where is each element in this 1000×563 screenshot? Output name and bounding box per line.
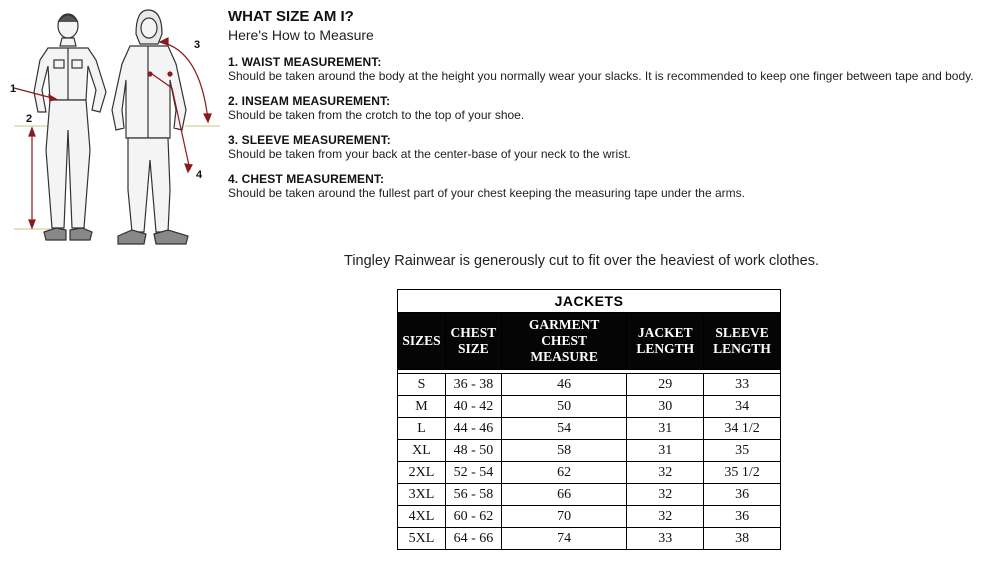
cell-sleeve-length: 35 xyxy=(704,440,781,462)
col-header-sleeve-length: SLEEVE LENGTH xyxy=(704,313,781,370)
cell-jacket-length: 32 xyxy=(627,462,704,484)
step-waist xyxy=(228,55,993,83)
cell-jacket-length: 31 xyxy=(627,418,704,440)
table-row xyxy=(398,374,781,396)
cell-sleeve-length: 33 xyxy=(704,374,781,396)
step-body: Should be taken around the body at the height you normally wear your slacks. It is recommended to keep one finger between tape and body. xyxy=(228,69,974,83)
step-chest xyxy=(228,172,993,200)
step-heading: 4. CHEST MEASUREMENT: xyxy=(228,172,385,186)
measurement-figure xyxy=(0,0,225,255)
table-row xyxy=(398,484,781,506)
table-row xyxy=(398,462,781,484)
table-title: JACKETS xyxy=(398,290,781,313)
cell-size: 5XL xyxy=(398,528,446,550)
cell-sleeve-length: 38 xyxy=(704,528,781,550)
table-row xyxy=(398,506,781,528)
cell-sleeve-length: 34 1/2 xyxy=(704,418,781,440)
step-body: Should be taken from your back at the center-base of your neck to the wrist. xyxy=(228,147,631,161)
cell-garment-chest: 54 xyxy=(501,418,626,440)
table-row xyxy=(398,418,781,440)
table-header-row xyxy=(398,313,781,370)
guide-subtitle: Here's How to Measure xyxy=(228,27,374,43)
cell-sleeve-length: 35 1/2 xyxy=(704,462,781,484)
table-row xyxy=(398,396,781,418)
cell-size: 3XL xyxy=(398,484,446,506)
measurement-illustration xyxy=(0,0,225,255)
measuring-guide xyxy=(228,8,993,200)
cell-chest: 40 - 42 xyxy=(445,396,501,418)
fit-tagline: Tingley Rainwear is generously cut to fit over the heaviest of work clothes. xyxy=(344,253,819,269)
step-heading: 2. INSEAM MEASUREMENT: xyxy=(228,94,391,108)
cell-garment-chest: 62 xyxy=(501,462,626,484)
col-header-jacket-length: JACKET LENGTH xyxy=(627,313,704,370)
marker-2: 2 xyxy=(26,113,33,125)
cell-garment-chest: 46 xyxy=(501,374,626,396)
step-inseam xyxy=(228,94,993,122)
cell-garment-chest: 50 xyxy=(501,396,626,418)
cell-jacket-length: 30 xyxy=(627,396,704,418)
cell-jacket-length: 32 xyxy=(627,506,704,528)
table-row xyxy=(398,440,781,462)
cell-jacket-length: 33 xyxy=(627,528,704,550)
step-body: Should be taken around the fullest part of your chest keeping the measuring tape under the arms. xyxy=(228,186,745,200)
cell-chest: 44 - 46 xyxy=(445,418,501,440)
step-heading: 3. SLEEVE MEASUREMENT: xyxy=(228,133,391,147)
cell-chest: 60 - 62 xyxy=(445,506,501,528)
cell-size: L xyxy=(398,418,446,440)
table-row xyxy=(398,528,781,550)
cell-garment-chest: 66 xyxy=(501,484,626,506)
step-heading: 1. WAIST MEASUREMENT: xyxy=(228,55,382,69)
cell-size: 4XL xyxy=(398,506,446,528)
step-body: Should be taken from the crotch to the top of your shoe. xyxy=(228,108,525,122)
cell-garment-chest: 74 xyxy=(501,528,626,550)
cell-sleeve-length: 36 xyxy=(704,506,781,528)
cell-chest: 36 - 38 xyxy=(445,374,501,396)
cell-jacket-length: 32 xyxy=(627,484,704,506)
front-figure xyxy=(34,14,106,240)
cell-jacket-length: 29 xyxy=(627,374,704,396)
cell-garment-chest: 70 xyxy=(501,506,626,528)
cell-size: XL xyxy=(398,440,446,462)
guide-title: WHAT SIZE AM I? xyxy=(228,8,354,25)
cell-chest: 52 - 54 xyxy=(445,462,501,484)
cell-sleeve-length: 36 xyxy=(704,484,781,506)
cell-size: 2XL xyxy=(398,462,446,484)
marker-1: 1 xyxy=(10,83,17,95)
cell-size: S xyxy=(398,374,446,396)
side-figure xyxy=(112,10,188,244)
marker-4: 4 xyxy=(196,169,203,181)
marker-3: 3 xyxy=(194,39,201,51)
cell-jacket-length: 31 xyxy=(627,440,704,462)
cell-chest: 48 - 50 xyxy=(445,440,501,462)
cell-garment-chest: 58 xyxy=(501,440,626,462)
cell-size: M xyxy=(398,396,446,418)
cell-chest: 64 - 66 xyxy=(445,528,501,550)
step-sleeve xyxy=(228,133,993,161)
cell-chest: 56 - 58 xyxy=(445,484,501,506)
jackets-size-table xyxy=(397,289,781,550)
cell-sleeve-length: 34 xyxy=(704,396,781,418)
col-header-garment-chest: GARMENT CHEST MEASURE xyxy=(501,313,626,370)
col-header-sizes: SIZES xyxy=(398,313,446,370)
col-header-chest-size: CHEST SIZE xyxy=(445,313,501,370)
